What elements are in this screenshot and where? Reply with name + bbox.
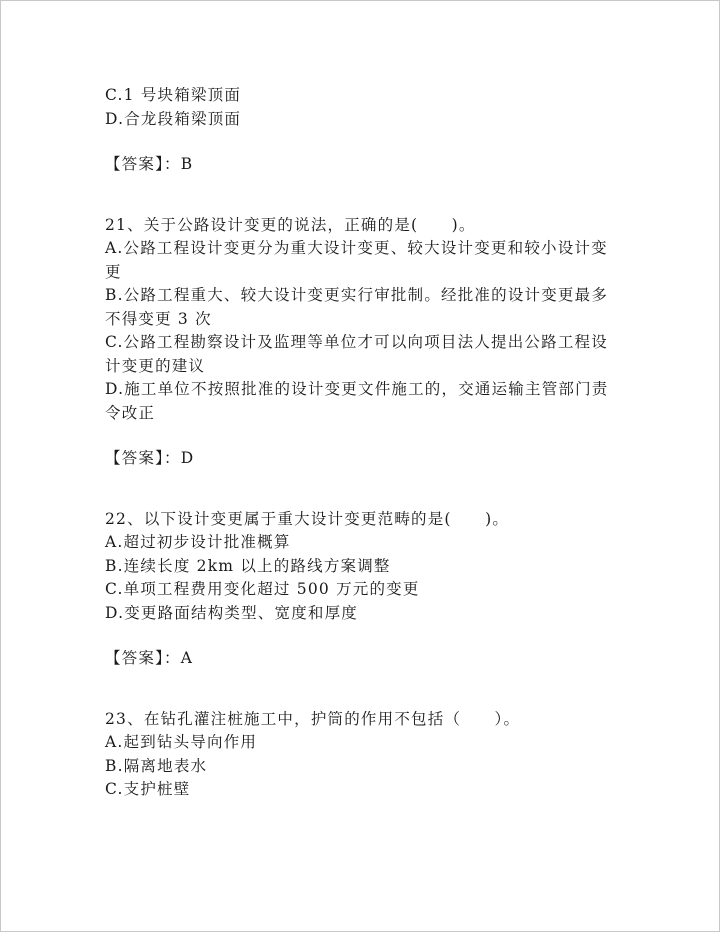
q20-option-d: D.合龙段箱梁顶面	[105, 109, 242, 128]
q21-option-c-cont: 计变更的建议	[105, 356, 206, 375]
q22-option-d: D.变更路面结构类型、宽度和厚度	[105, 603, 359, 622]
q22-option-c: C.单项工程费用变化超过 500 万元的变更	[105, 580, 420, 598]
q21-option-c: C.公路工程勘察设计及监理等单位才可以向项目法人提出公路工程设	[105, 333, 608, 351]
q21-option-d: D.施工单位不按照批准的设计变更文件施工的，交通运输主管部门责	[105, 380, 609, 398]
q22-option-a: A.超过初步设计批准概算	[105, 533, 291, 551]
q20-answer: 【答案】：B	[105, 155, 194, 173]
q21-option-b-cont: 不得变更 3 次	[105, 309, 212, 328]
q23-stem: 23、在钻孔灌注桩施工中，护筒的作用不包括（ ）。	[105, 709, 521, 728]
q22-stem: 22、以下设计变更属于重大设计变更范畴的是( )。	[105, 509, 510, 528]
exam-document	[105, 84, 615, 802]
q23-option-b: B.隔离地表水	[105, 756, 208, 775]
q22-option-b: B.连续长度 2km 以上的路线方案调整	[105, 556, 391, 575]
q23-option-a: A.起到钻头导向作用	[105, 733, 258, 751]
q20-option-c: C.1 号块箱梁顶面	[105, 86, 242, 104]
q21-answer: 【答案】：D	[105, 449, 195, 467]
q21-option-a: A.公路工程设计变更分为重大设计变更、较大设计变更和较小设计变	[105, 239, 608, 257]
q21-option-a-cont: 更	[105, 262, 122, 281]
q21-option-d-cont: 令改正	[105, 403, 156, 422]
q22-answer: 【答案】：A	[105, 649, 194, 667]
q21-stem: 21、关于公路设计变更的说法，正确的是( )。	[105, 215, 476, 234]
q21-option-b: B.公路工程重大、较大设计变更实行审批制。经批准的设计变更最多	[105, 286, 609, 304]
q23-option-c: C.支护桩壁	[105, 780, 191, 798]
